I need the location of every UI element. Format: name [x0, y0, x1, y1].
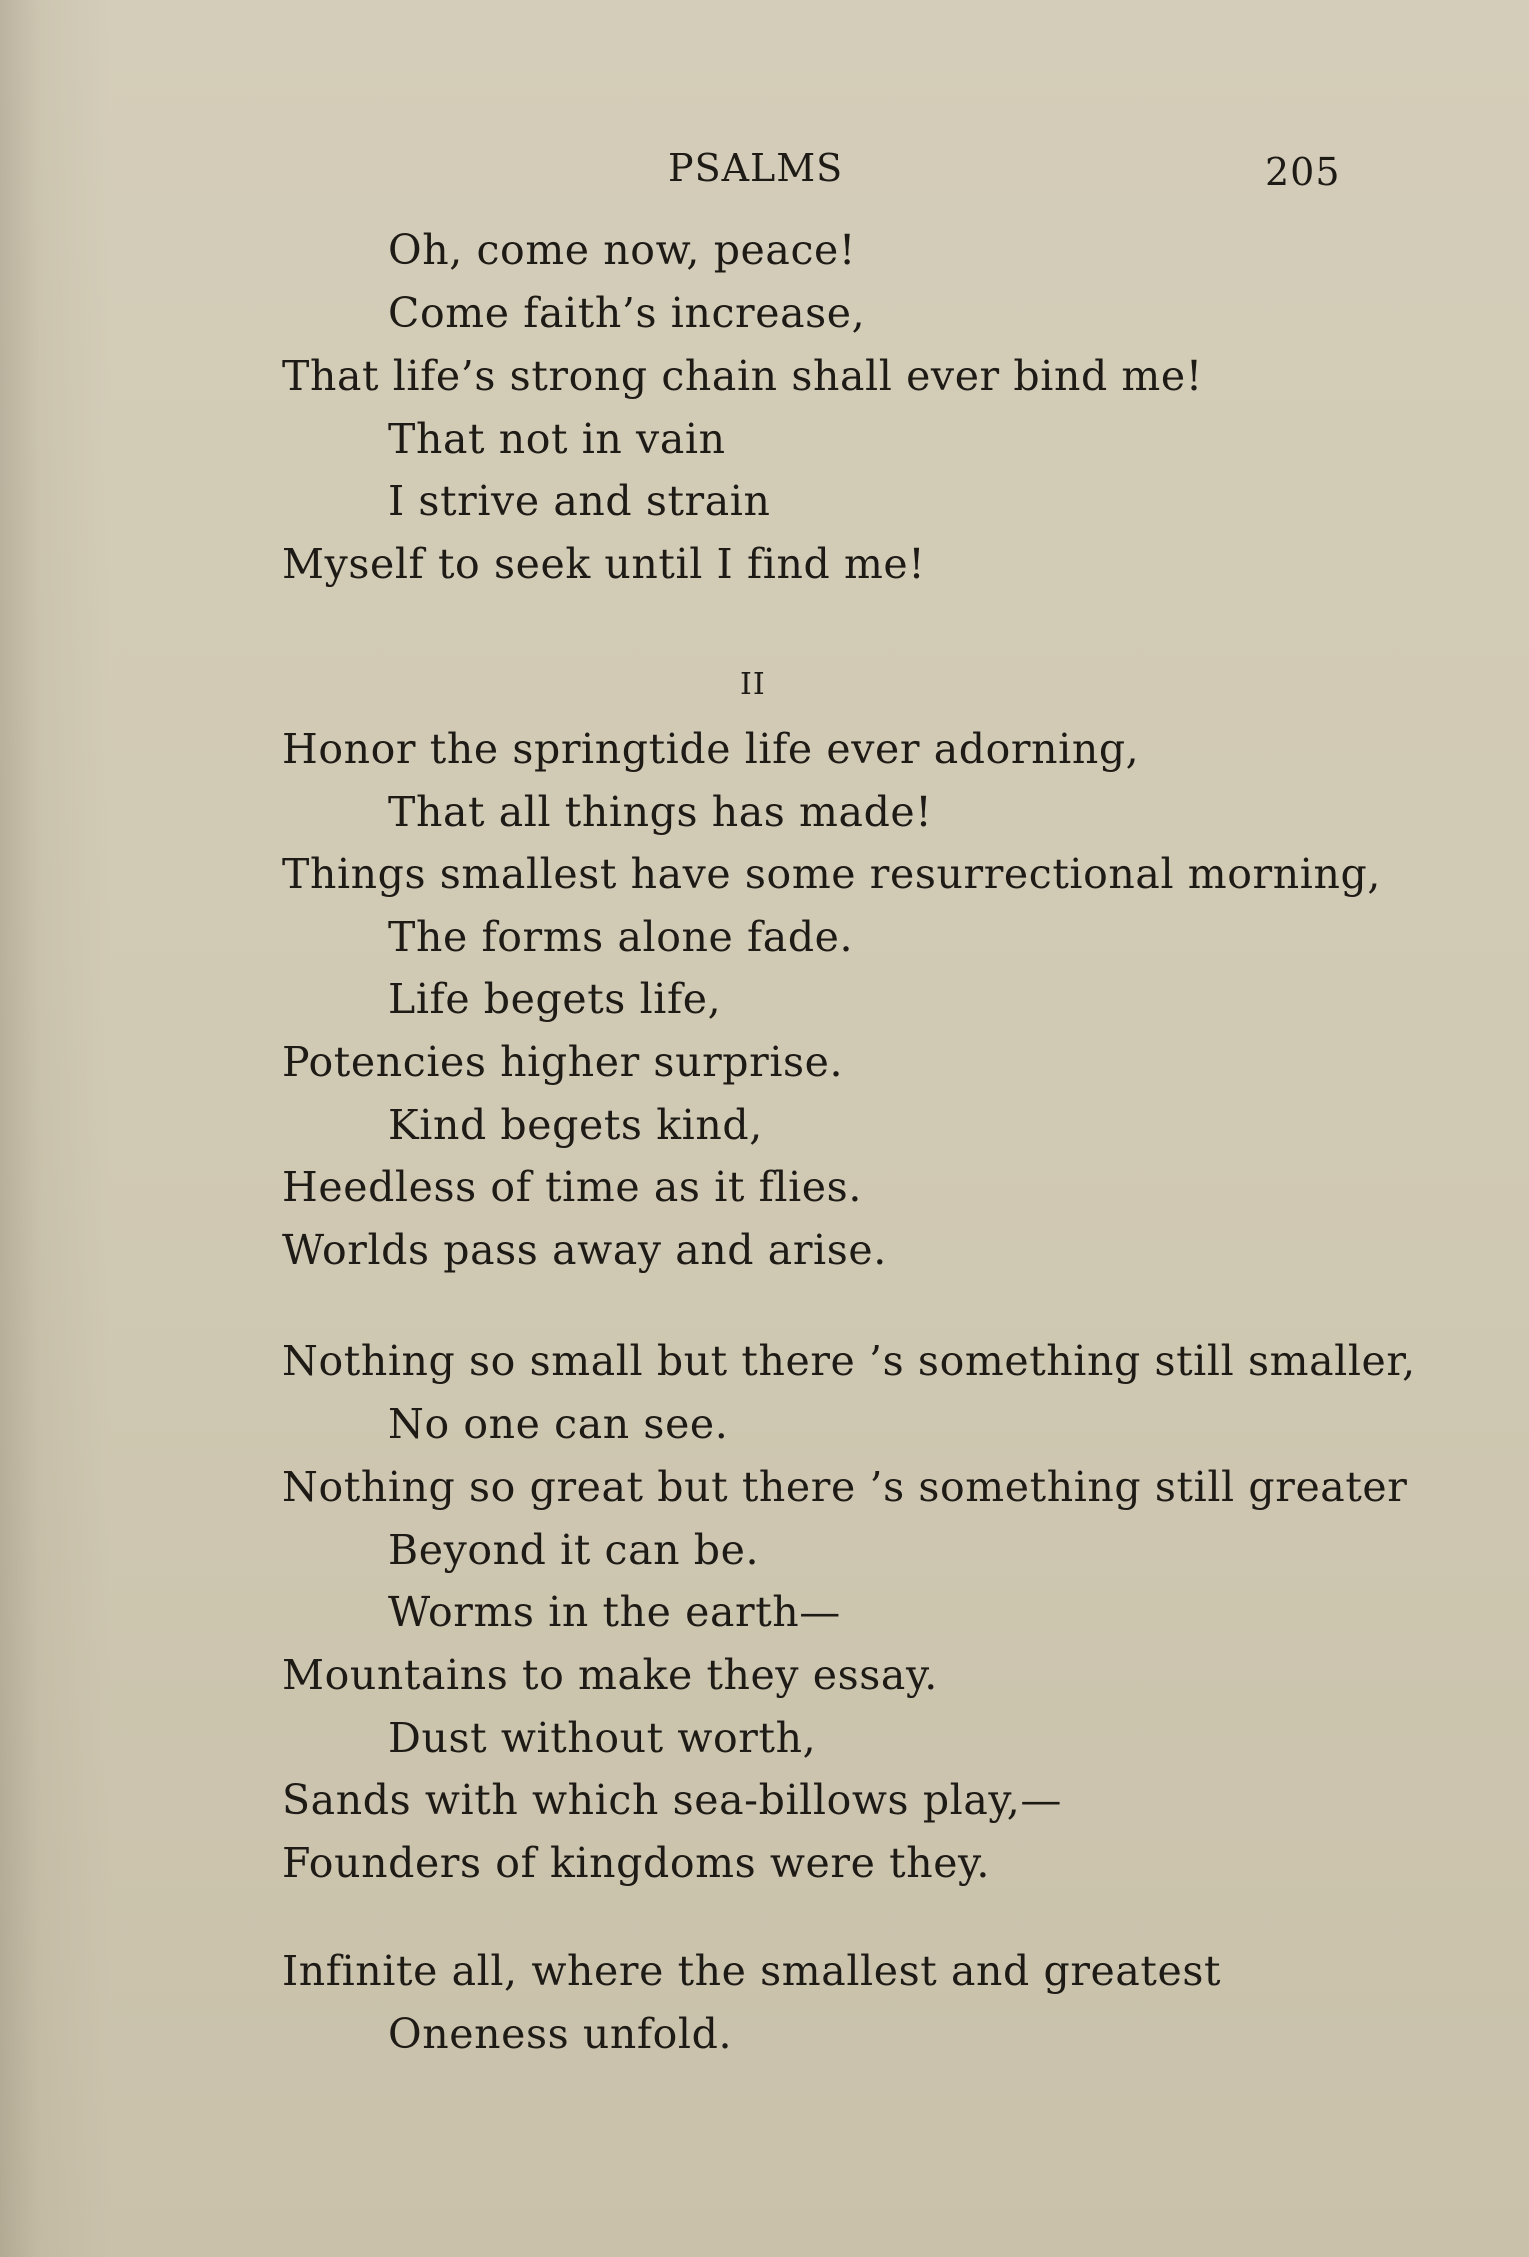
- poem-line: Things smallest have some resurrectional morning,: [282, 850, 1381, 898]
- poem-line: Life begets life,: [388, 975, 722, 1023]
- poem-line: The forms alone fade.: [388, 913, 854, 961]
- poem-line: That life’s strong chain shall ever bind me!: [282, 352, 1203, 400]
- poem-line: Heedless of time as it flies.: [282, 1163, 862, 1211]
- poem-line: No one can see.: [388, 1400, 729, 1448]
- poem-line: Potencies higher surprise.: [282, 1038, 844, 1086]
- section-number: II: [740, 667, 766, 702]
- poem-line: That all things has made!: [388, 788, 933, 836]
- poem-line: I strive and strain: [388, 477, 771, 525]
- poem-line: Kind begets kind,: [388, 1101, 763, 1149]
- poem-line: That not in vain: [388, 415, 726, 463]
- poem-line: Worlds pass away and arise.: [282, 1226, 887, 1274]
- poem-line: Myself to seek until I find me!: [282, 540, 926, 588]
- poem-line: Nothing so small but there ’s something still smaller,: [282, 1337, 1416, 1385]
- poem-line: Nothing so great but there ’s something still greater: [282, 1463, 1408, 1511]
- poem-line: Founders of kingdoms were they.: [282, 1839, 991, 1887]
- page-number: 205: [1265, 150, 1341, 194]
- poem-line: Honor the springtide life ever adorning,: [282, 725, 1140, 773]
- poem-line: Beyond it can be.: [388, 1526, 760, 1574]
- poem-line: Mountains to make they essay.: [282, 1651, 938, 1699]
- running-title: PSALMS: [668, 146, 844, 190]
- poem-line: Come faith’s increase,: [388, 289, 866, 337]
- poem-line: Sands with which sea-billows play,—: [282, 1776, 1062, 1824]
- poem-line: Oh, come now, peace!: [388, 226, 856, 274]
- running-head: [0, 140, 1529, 200]
- poem-line: Infinite all, where the smallest and greatest: [282, 1947, 1222, 1995]
- poem-line: Worms in the earth—: [388, 1588, 841, 1636]
- poem-line: Oneness unfold.: [388, 2010, 733, 2058]
- poem-line: Dust without worth,: [388, 1714, 817, 1762]
